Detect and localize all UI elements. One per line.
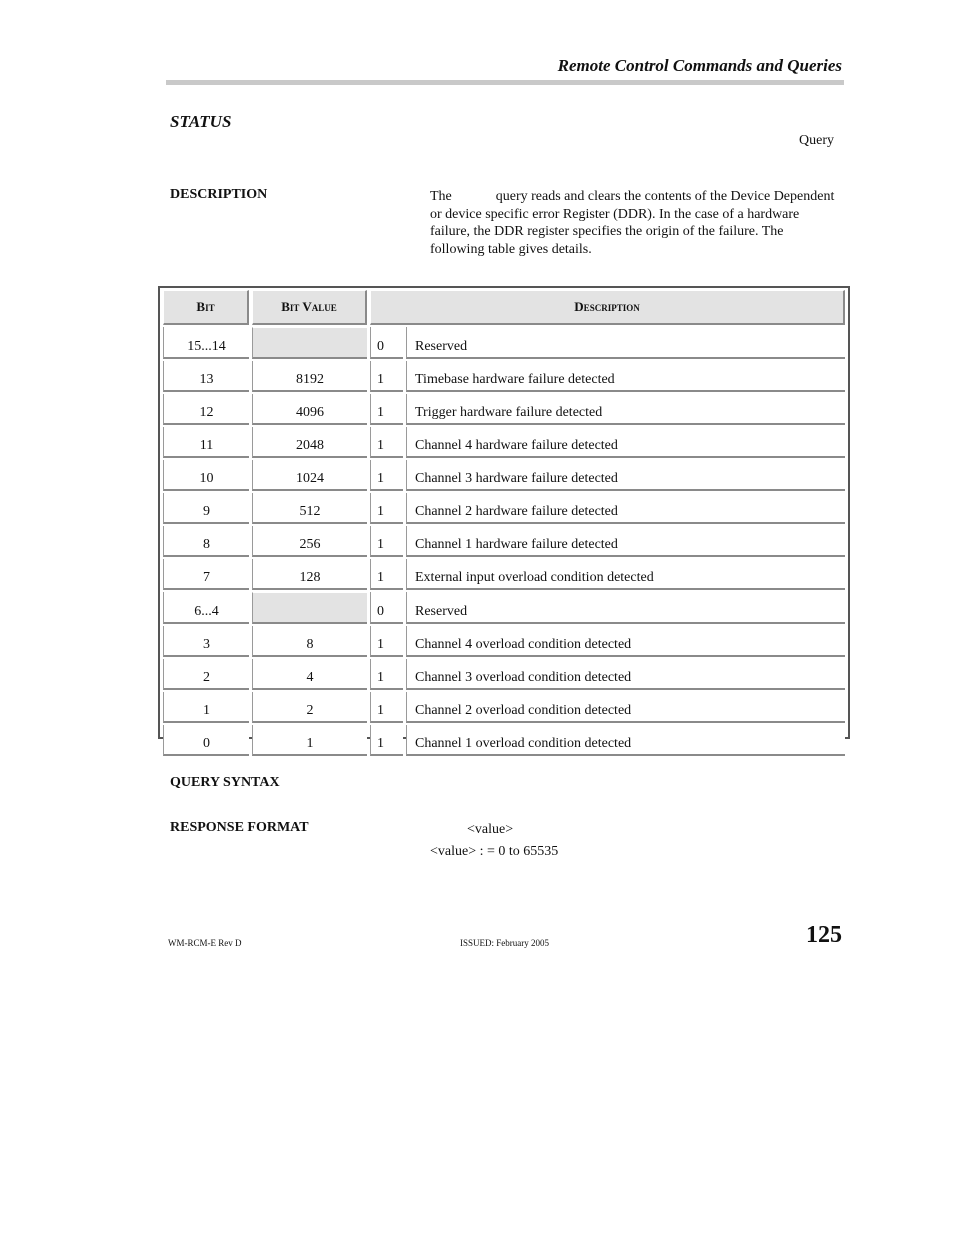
table-row	[163, 559, 845, 590]
cell-flag: 1	[370, 526, 403, 557]
cell-description: External input overload condition detected	[406, 559, 845, 590]
cell-bit: 3	[163, 626, 249, 657]
table-row	[163, 427, 845, 458]
table-row	[163, 526, 845, 557]
cell-bit-value: 512	[252, 493, 367, 524]
cell-bit-value: 2	[252, 692, 367, 723]
cell-description: Channel 1 hardware failure detected	[406, 526, 845, 557]
table-header-row	[163, 290, 845, 325]
cell-flag: 1	[370, 460, 403, 491]
cell-description: Channel 2 overload condition detected	[406, 692, 845, 723]
cell-description: Reserved	[406, 327, 845, 359]
cell-flag: 1	[370, 394, 403, 425]
query-type-label: Query	[799, 133, 834, 148]
description-text	[430, 188, 835, 258]
cell-flag: 1	[370, 427, 403, 458]
table-row	[163, 626, 845, 657]
cell-bit-value: 128	[252, 559, 367, 590]
cell-bit: 13	[163, 361, 249, 392]
table-row	[163, 327, 845, 359]
cell-bit-value: 1	[252, 725, 367, 756]
cell-bit: 0	[163, 725, 249, 756]
cell-bit: 7	[163, 559, 249, 590]
cell-bit: 15...14	[163, 327, 249, 359]
cell-bit: 12	[163, 394, 249, 425]
header-description: Description	[370, 290, 845, 325]
cell-description: Channel 3 hardware failure detected	[406, 460, 845, 491]
cell-flag: 1	[370, 361, 403, 392]
cell-bit-value	[252, 592, 367, 624]
cell-description: Channel 4 overload condition detected	[406, 626, 845, 657]
cell-flag: 0	[370, 592, 403, 624]
header-rule	[166, 80, 844, 85]
cell-bit-value: 256	[252, 526, 367, 557]
table-row	[163, 361, 845, 392]
cell-bit: 8	[163, 526, 249, 557]
description-label: DESCRIPTION	[170, 187, 268, 202]
cell-description: Timebase hardware failure detected	[406, 361, 845, 392]
cell-bit-value: 4	[252, 659, 367, 690]
table-row	[163, 460, 845, 491]
table-row	[163, 725, 845, 756]
cell-bit-value: 1024	[252, 460, 367, 491]
cell-bit: 10	[163, 460, 249, 491]
cell-flag: 1	[370, 559, 403, 590]
description-body: query reads and clears the contents of the Device Dependent or device specific error Register (DDR). In the case of a hardware failure, the DDR register specifies the origin of the failure. The following table gives details.	[430, 189, 835, 257]
query-syntax-label: QUERY SYNTAX	[170, 775, 280, 790]
cell-bit-value: 8	[252, 626, 367, 657]
cell-bit: 1	[163, 692, 249, 723]
response-format-value: <value>	[467, 822, 514, 837]
cell-flag: 1	[370, 725, 403, 756]
table-row	[163, 692, 845, 723]
cell-bit: 2	[163, 659, 249, 690]
response-format-label: RESPONSE FORMAT	[170, 820, 309, 835]
header-bit-value: Bit Value	[252, 290, 367, 325]
cell-description: Channel 3 overload condition detected	[406, 659, 845, 690]
page-number: 125	[806, 922, 842, 948]
header-title: Remote Control Commands and Queries	[557, 56, 842, 75]
ddr-bit-table	[158, 286, 850, 751]
cell-flag: 1	[370, 626, 403, 657]
cell-description: Channel 1 overload condition detected	[406, 725, 845, 756]
description-pre: The	[430, 189, 452, 204]
table-row	[163, 659, 845, 690]
table-row	[163, 394, 845, 425]
cell-bit-value: 2048	[252, 427, 367, 458]
cell-flag: 1	[370, 692, 403, 723]
cell-description: Reserved	[406, 592, 845, 624]
cell-bit: 11	[163, 427, 249, 458]
table-row	[163, 592, 845, 624]
cell-bit-value	[252, 327, 367, 359]
cell-flag: 1	[370, 493, 403, 524]
cell-description: Trigger hardware failure detected	[406, 394, 845, 425]
cell-bit-value: 4096	[252, 394, 367, 425]
cell-description: Channel 4 hardware failure detected	[406, 427, 845, 458]
cell-description: Channel 2 hardware failure detected	[406, 493, 845, 524]
cell-bit-value: 8192	[252, 361, 367, 392]
section-title: STATUS	[170, 112, 232, 131]
header-bit: Bit	[163, 290, 249, 325]
cell-bit: 6...4	[163, 592, 249, 624]
table-row	[163, 493, 845, 524]
cell-flag: 0	[370, 327, 403, 359]
footer-issued: ISSUED: February 2005	[460, 938, 549, 948]
footer-doc-id: WM-RCM-E Rev D	[168, 938, 242, 948]
cell-flag: 1	[370, 659, 403, 690]
cell-bit: 9	[163, 493, 249, 524]
response-format-range: <value> : = 0 to 65535	[430, 844, 559, 859]
